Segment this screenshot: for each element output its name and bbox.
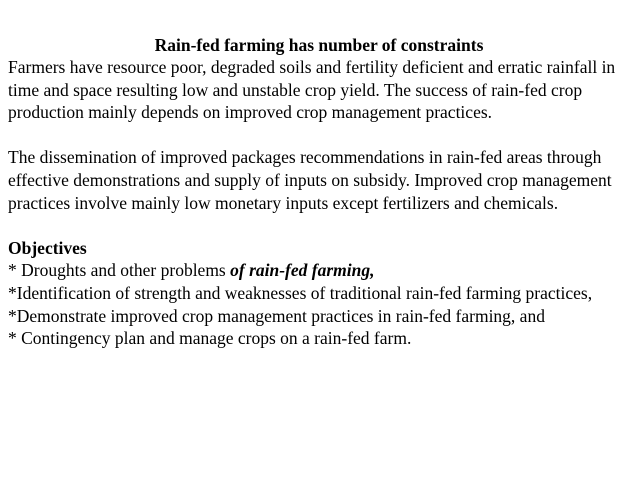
- objective-item-1-text: * Droughts and other problems: [8, 260, 231, 281]
- objective-item-3: *Demonstrate improved crop management practices in rain-fed farming, and: [8, 305, 545, 326]
- slide-title: Rain-fed farming has number of constraints: [154, 35, 484, 55]
- objective-item-4: * Contingency plan and manage crops on a rain-fed farm.: [8, 328, 412, 349]
- objectives-heading: Objectives: [8, 237, 87, 258]
- spacer: [8, 214, 630, 237]
- objective-item-1-emphasis: of rain-fed farming,: [230, 260, 375, 281]
- objective-item-1: [8, 259, 630, 282]
- paragraph-dissemination: The dissemination of improved packages recommendations in rain-fed areas through effective demonstrations and supply of inputs on subsidy. Improved crop management practices involve mainly low monetary inputs except fertilizers and chemicals.: [8, 147, 612, 213]
- objective-item-2: *Identification of strength and weaknesses of traditional rain-fed farming practices,: [8, 282, 593, 303]
- paragraph-constraints: Farmers have resource poor, degraded soils and fertility deficient and erratic rainfall in time and space resulting low and unstable crop yield. The success of rain-fed crop production mainly depends on improved crop management practices.: [8, 57, 616, 123]
- spacer: [8, 124, 630, 147]
